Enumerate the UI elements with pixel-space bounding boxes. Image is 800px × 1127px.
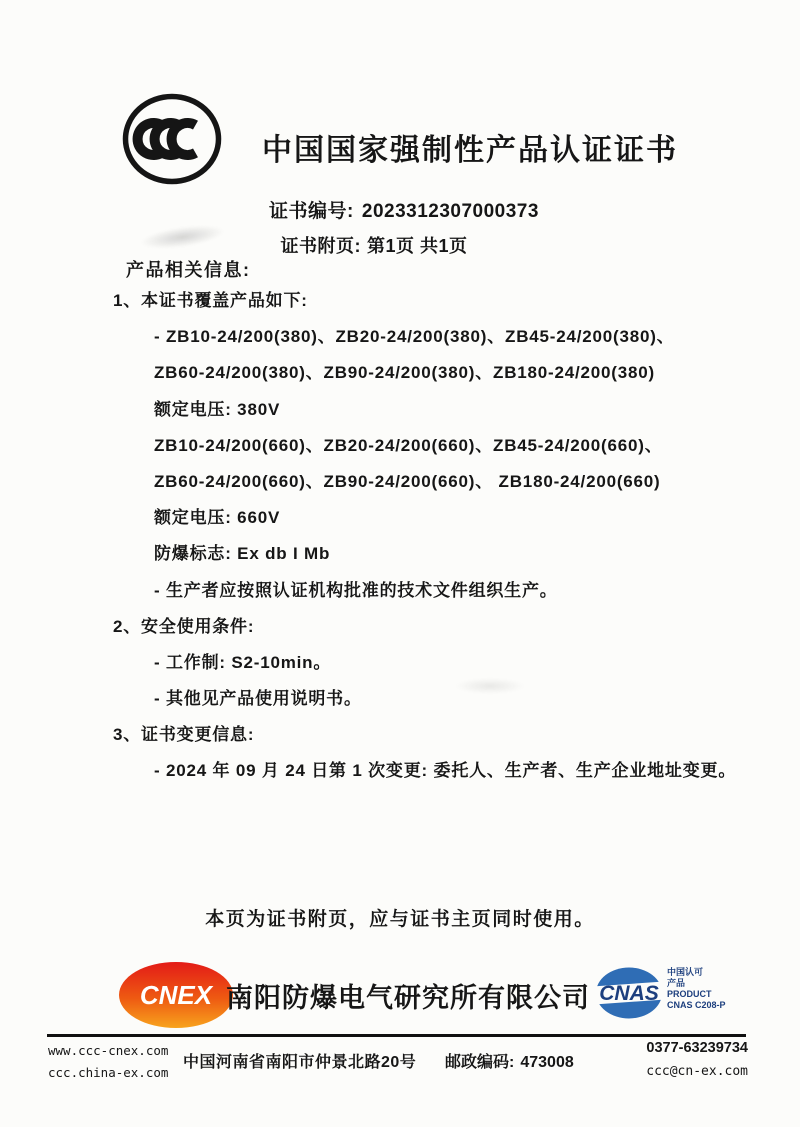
attachment-page-line <box>0 232 748 258</box>
issuer-company-name: 南阳防爆电气研究所有限公司 <box>226 983 590 1013</box>
list-item-note: - 生产者应按照认证机构批准的技术文件组织生产。 <box>154 580 558 600</box>
list-item-ex-marking: 防爆标志: Ex db I Mb <box>154 544 331 564</box>
attachment-usage-note: 本页为证书附页，应与证书主页同时使用。 <box>205 909 595 930</box>
cnas-caption <box>667 967 726 1011</box>
postal-code: 473008 <box>520 1054 574 1071</box>
list-item-change-record: - 2024 年 09 月 24 日第 1 次变更: 委托人、生产者、生产企业地址变更。 <box>154 761 737 781</box>
list-item-product-models: ZB10-24/200(660)、ZB20-24/200(660)、ZB45-24/200(660)、 <box>154 435 663 455</box>
cnas-caption-line: 产品 <box>667 978 686 988</box>
list-item-duty-cycle: - 工作制: S2-10min。 <box>154 652 332 672</box>
list-item-numbered: 3、证书变更信息: <box>113 725 255 745</box>
ccc-mark-icon <box>122 93 222 190</box>
postal-label: 邮政编码: <box>445 1054 515 1071</box>
website-url: ccc.china-ex.com <box>48 1065 169 1080</box>
footer-phone-email <box>598 1037 748 1083</box>
list-item-note: - 其他见产品使用说明书。 <box>154 689 362 709</box>
cert-number-label: 证书编号: <box>269 201 354 222</box>
cnas-logo-icon <box>594 961 664 1032</box>
cnas-caption-line: 中国认可 <box>667 967 704 977</box>
list-item-numbered: 2、安全使用条件: <box>113 616 255 636</box>
cert-number-value: 2023312307000373 <box>361 201 539 222</box>
footer-websites <box>48 1040 168 1084</box>
cnas-logo-text: CNAS <box>599 982 659 1005</box>
list-item-product-models: ZB60-24/200(660)、ZB90-24/200(660)、 ZB180-24/200(660) <box>154 471 661 491</box>
list-item-product-models: - ZB10-24/200(380)、ZB20-24/200(380)、ZB45-24/200(380)、 <box>154 327 675 347</box>
footer-postal <box>445 1049 574 1072</box>
website-url: www.ccc-cnex.com <box>48 1043 169 1058</box>
product-info-list <box>0 283 800 790</box>
cnex-logo-icon <box>116 960 236 1035</box>
footer-email: ccc@cn-ex.com <box>646 1064 748 1079</box>
list-item-rated-voltage: 额定电压: 660V <box>154 508 281 528</box>
footer-address: 中国河南省南阳市仲景北路20号 <box>183 1054 417 1071</box>
attachment-page-label: 证书附页: <box>280 236 361 256</box>
cnas-caption-line: PRODUCT <box>667 989 712 999</box>
cnex-logo-text: CNEX <box>139 980 213 1010</box>
list-item-numbered: 1、本证书覆盖产品如下: <box>113 291 308 310</box>
section-heading: 产品相关信息: <box>126 260 251 280</box>
cert-number-line <box>0 196 800 223</box>
cnas-caption-line: CNAS C208-P <box>667 1000 726 1010</box>
list-item-rated-voltage: 额定电压: 380V <box>154 399 281 419</box>
attachment-page-value: 第1页 共1页 <box>366 236 468 256</box>
page-title: 中国国家强制性产品认证证书 <box>262 134 678 167</box>
footer-phone: 0377-63239734 <box>646 1040 748 1056</box>
list-item-product-models: ZB60-24/200(380)、ZB90-24/200(380)、ZB180-24/200(380) <box>154 363 655 383</box>
